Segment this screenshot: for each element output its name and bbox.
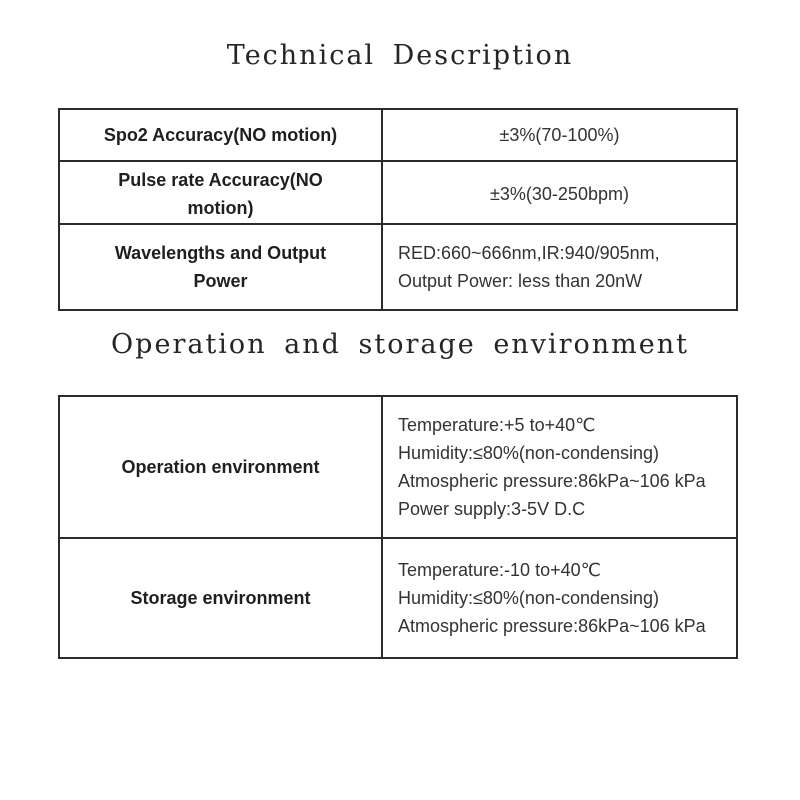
spec-value-wavelengths <box>383 225 736 309</box>
spec-label-spo2-accuracy <box>60 110 383 160</box>
spec-label-text: Storage environment <box>130 588 311 608</box>
table-row <box>60 162 736 225</box>
operation-storage-heading: Operation and storage environment <box>111 329 689 360</box>
spec-label-text: Operation environment <box>121 457 320 477</box>
spec-label-operation-environment <box>60 397 383 537</box>
technical-description-table <box>58 108 738 311</box>
spec-value-line: RED:660~666nm,IR:940/905nm, <box>398 243 660 263</box>
spec-label-wavelengths <box>60 225 383 309</box>
spec-label-text: Spo2 Accuracy(NO motion) <box>103 125 338 145</box>
table-row <box>60 225 736 309</box>
technical-description-heading: Technical Description <box>226 40 574 71</box>
spec-label-text: Wavelengths and Output Power <box>114 243 327 291</box>
spec-value-line: Temperature:+5 to+40℃ <box>398 415 596 435</box>
table-row <box>60 110 736 162</box>
spec-value-line: Atmospheric pressure:86kPa~106 kPa <box>398 471 706 491</box>
spec-value-pulse-rate-accuracy: ±3%(30-250bpm) <box>490 184 629 204</box>
spec-label-text: Pulse rate Accuracy(NO motion) <box>118 170 323 218</box>
table-row <box>60 397 736 539</box>
spec-value-storage-environment <box>383 539 736 657</box>
spec-value-line: Humidity:≤80%(non-condensing) <box>398 443 660 463</box>
spec-value-line: Power supply:3-5V D.C <box>398 499 586 519</box>
spec-value-line: Atmospheric pressure:86kPa~106 kPa <box>398 616 706 636</box>
spec-value-lines <box>398 411 706 523</box>
table-row <box>60 539 736 657</box>
spec-value-line: Output Power: less than 20nW <box>398 271 643 291</box>
spec-value-spo2-accuracy: ±3%(70-100%) <box>499 125 620 145</box>
environment-table <box>58 395 738 659</box>
spec-value-lines <box>398 239 660 295</box>
spec-value-line: Temperature:-10 to+40℃ <box>398 560 601 580</box>
spec-label-storage-environment <box>60 539 383 657</box>
spec-label-pulse-rate-accuracy <box>60 162 383 226</box>
spec-value-line: Humidity:≤80%(non-condensing) <box>398 588 660 608</box>
spec-value-lines <box>398 556 706 640</box>
spec-value-operation-environment <box>383 397 736 537</box>
